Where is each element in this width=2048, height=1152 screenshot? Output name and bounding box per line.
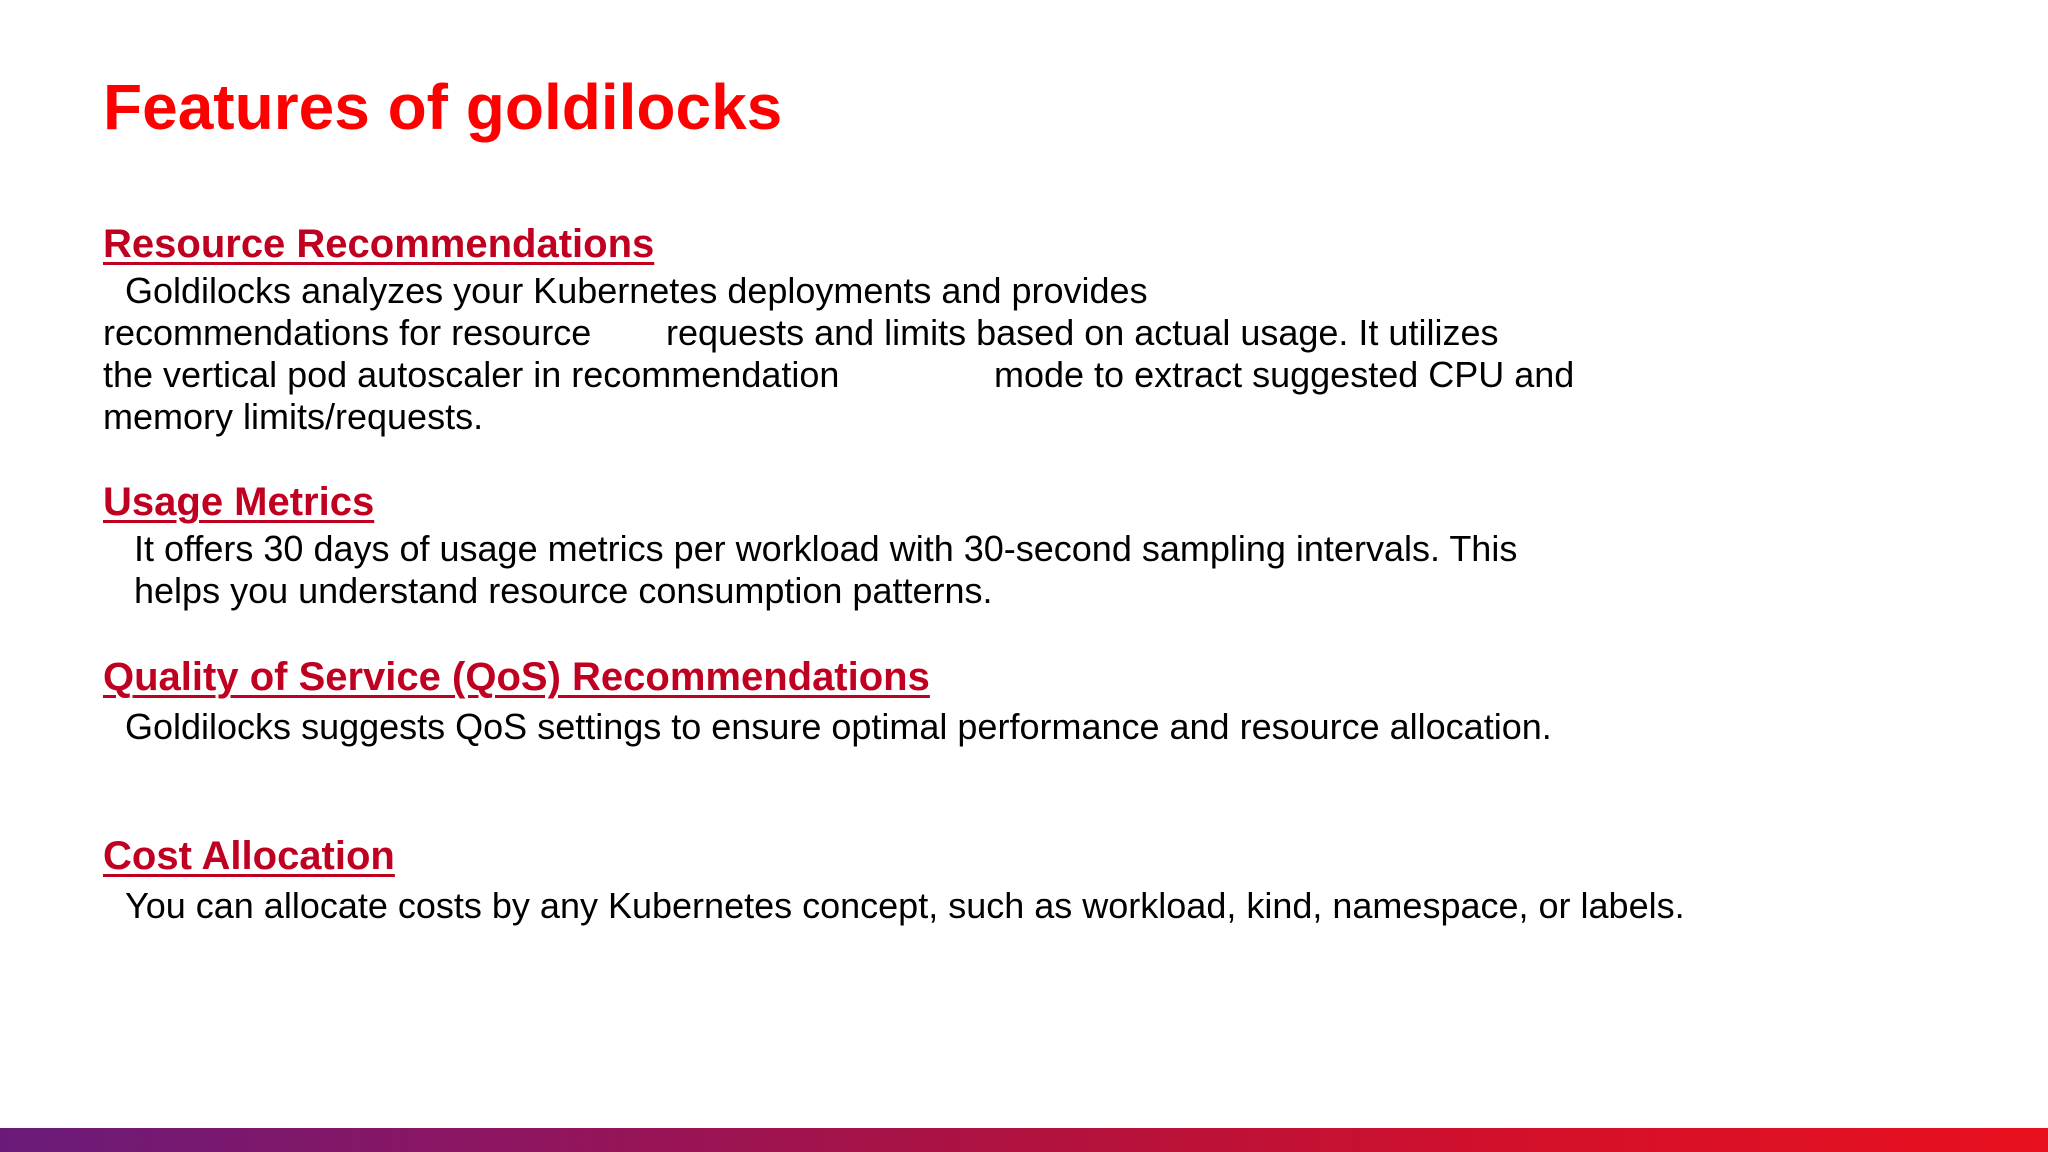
section-text-line: helps you understand resource consumption patterns. <box>134 570 993 611</box>
footer-gradient-bar <box>0 1128 2048 1152</box>
section-heading-resource-recommendations: Resource Recommendations <box>103 222 655 266</box>
section-text-line: You can allocate costs by any Kubernetes concept, such as workload, kind, namespace, or labels. <box>125 885 1685 926</box>
section-text-line: Goldilocks suggests QoS settings to ensure optimal performance and resource allocation. <box>125 706 1552 747</box>
slide-title: Features of goldilocks <box>103 71 783 143</box>
section-text-line: recommendations for resource <box>103 312 592 353</box>
section-text-line: Goldilocks analyzes your Kubernetes deployments and provides <box>125 270 1148 311</box>
section-text-line: memory limits/requests. <box>103 396 484 437</box>
section-heading-usage-metrics: Usage Metrics <box>103 480 375 524</box>
section-heading-cost-allocation: Cost Allocation <box>103 834 395 878</box>
section-text-line: requests and limits based on actual usage. It utilizes <box>666 312 1499 353</box>
section-text-line: mode to extract suggested CPU and <box>994 354 1575 395</box>
section-text-line: It offers 30 days of usage metrics per workload with 30-second sampling intervals. This <box>134 528 1518 569</box>
section-text-line: the vertical pod autoscaler in recommendation <box>103 354 840 395</box>
section-heading-qos-recommendations: Quality of Service (QoS) Recommendations <box>103 655 930 699</box>
